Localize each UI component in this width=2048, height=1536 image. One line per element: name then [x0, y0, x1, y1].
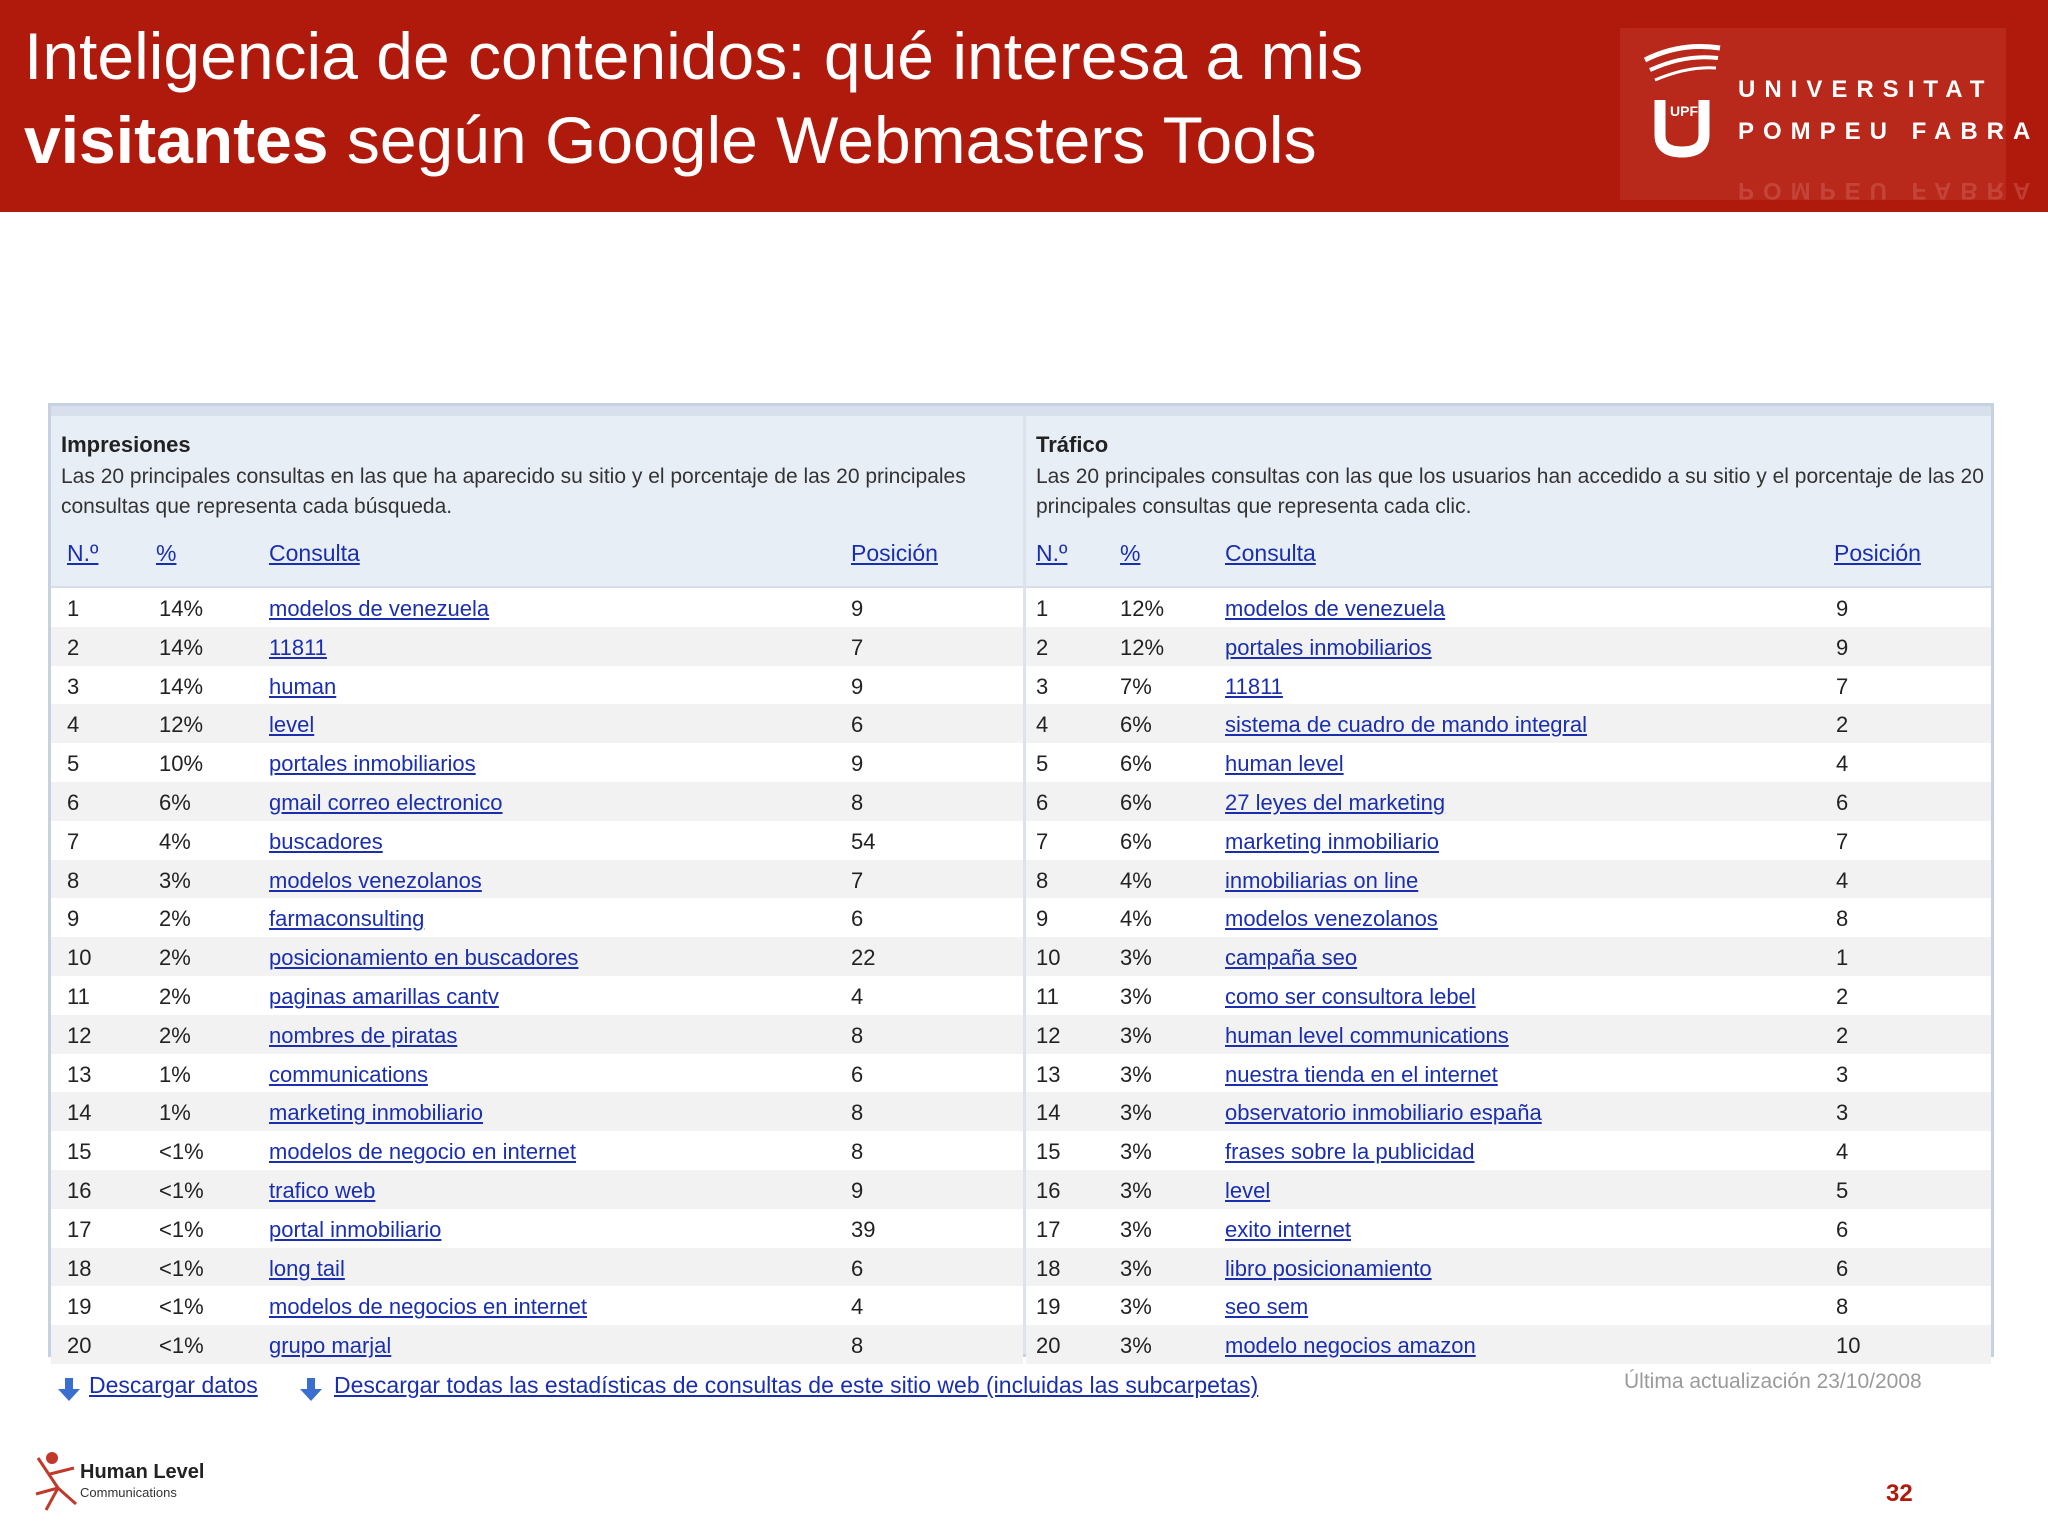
row-percent: 2%: [159, 983, 191, 1009]
row-number: 1: [67, 596, 80, 621]
row-number: 8: [1036, 867, 1049, 893]
download-data-link[interactable]: Descargar datos: [89, 1372, 258, 1398]
row-percent: 4%: [159, 828, 191, 854]
row-position: 2: [1836, 712, 1849, 738]
traffic-col-position[interactable]: Posición: [1834, 540, 1921, 566]
row-query-link[interactable]: seo sem: [1225, 1294, 1309, 1320]
row-number: 13: [1036, 1061, 1061, 1087]
row-position: 9: [851, 1177, 864, 1203]
row-position: 3: [1836, 1061, 1849, 1087]
row-position: 8: [851, 1333, 864, 1359]
impressions-header: [51, 416, 1023, 588]
table-row: [51, 704, 1023, 743]
row-percent: 12%: [159, 712, 204, 738]
row-number: 4: [1036, 712, 1049, 738]
row-number: 5: [1036, 751, 1049, 777]
row-position: 6: [851, 1255, 864, 1281]
table-row: [51, 1015, 1023, 1054]
row-query-link[interactable]: modelos venezolanos: [269, 867, 482, 893]
row-percent: 3%: [1120, 1100, 1152, 1126]
row-query-link[interactable]: campaña seo: [1225, 945, 1358, 971]
row-percent: 6%: [1120, 828, 1152, 854]
table-row: [1026, 821, 1991, 860]
row-number: 11: [67, 983, 90, 1009]
row-position: 6: [851, 712, 864, 738]
row-percent: <1%: [159, 1255, 204, 1281]
impressions-col-position[interactable]: Posición: [851, 540, 938, 566]
row-position: 9: [1836, 596, 1849, 621]
table-row: [1026, 666, 1991, 705]
row-position: 8: [851, 1139, 864, 1165]
title-line-1: Inteligencia de contenidos: qué interesa a mis: [24, 19, 1364, 93]
impressions-col-percent[interactable]: %: [156, 540, 177, 566]
row-number: 12: [67, 1022, 92, 1048]
row-query-link[interactable]: nombres de piratas: [269, 1022, 458, 1048]
row-query-link[interactable]: 11811: [269, 634, 327, 660]
row-position: 8: [1836, 906, 1849, 932]
row-query-link[interactable]: modelos de negocio en internet: [269, 1139, 576, 1165]
row-number: 20: [1036, 1333, 1061, 1359]
row-position: 3: [1836, 1100, 1849, 1126]
table-row: [51, 743, 1023, 782]
row-number: 14: [1036, 1100, 1061, 1126]
table-row: [51, 1131, 1023, 1170]
table-row: [51, 1092, 1023, 1131]
row-number: 8: [67, 867, 80, 893]
upf-emblem-letters: UPF: [1670, 103, 1698, 119]
row-percent: <1%: [159, 1216, 204, 1242]
row-number: 14: [67, 1100, 92, 1126]
table-row: [51, 898, 1023, 937]
row-number: 4: [67, 712, 80, 738]
row-query-link[interactable]: human level: [1225, 751, 1344, 777]
row-number: 10: [67, 945, 92, 971]
row-percent: 3%: [1120, 983, 1152, 1009]
row-position: 4: [1836, 1139, 1849, 1165]
table-row: [1026, 1092, 1991, 1131]
row-position: 54: [851, 828, 876, 854]
row-number: 6: [67, 789, 80, 815]
row-percent: 10%: [159, 751, 204, 777]
traffic-description: Las 20 principales consultas con las que los usuarios han accedido a su sitio y el porcentaje de las 20 principales consultas que representa cada clic.: [1036, 465, 1984, 518]
row-percent: 12%: [1120, 634, 1165, 660]
table-row: [1026, 898, 1991, 937]
row-percent: 2%: [159, 945, 191, 971]
row-percent: 3%: [1120, 1333, 1152, 1359]
table-row: [1026, 588, 1991, 627]
slide-title: [24, 14, 1584, 182]
logo-reflection: POMPEU FABRA: [1738, 177, 2040, 204]
row-position: 4: [1836, 751, 1849, 777]
row-number: 17: [1036, 1216, 1061, 1242]
impressions-section: [51, 416, 1026, 1359]
row-position: 9: [851, 673, 864, 699]
upf-emblem-icon: [1640, 40, 1730, 160]
table-row: [1026, 627, 1991, 666]
row-query-link[interactable]: marketing inmobiliario: [269, 1100, 483, 1126]
traffic-col-number[interactable]: N.º: [1036, 540, 1068, 566]
impressions-table-body: [51, 588, 1023, 1364]
row-position: 8: [851, 789, 864, 815]
human-level-logo-subtitle: Communications: [80, 1485, 177, 1500]
row-percent: 6%: [1120, 712, 1152, 738]
row-number: 13: [67, 1061, 92, 1087]
row-query-link[interactable]: portal inmobiliario: [269, 1216, 442, 1242]
table-row: [1026, 1248, 1991, 1287]
row-position: 9: [1836, 634, 1849, 660]
table-row: [1026, 1015, 1991, 1054]
row-number: 16: [1036, 1177, 1061, 1203]
download-arrow-icon[interactable]: [58, 1378, 80, 1402]
row-query-link[interactable]: 11811: [1225, 673, 1283, 699]
row-query-link[interactable]: inmobiliarias on line: [1225, 867, 1419, 893]
traffic-col-percent[interactable]: %: [1120, 540, 1141, 566]
row-number: 11: [1036, 983, 1059, 1009]
row-query-link[interactable]: human: [269, 673, 337, 699]
row-position: 7: [1836, 828, 1849, 854]
row-percent: 6%: [1120, 789, 1152, 815]
row-percent: 12%: [1120, 596, 1165, 621]
row-percent: 2%: [159, 906, 191, 932]
row-position: 8: [851, 1100, 864, 1126]
row-percent: 14%: [159, 634, 204, 660]
row-percent: 3%: [1120, 1061, 1152, 1087]
row-percent: 7%: [1120, 673, 1152, 699]
row-position: 6: [1836, 789, 1849, 815]
row-number: 10: [1036, 945, 1061, 971]
row-number: 19: [1036, 1294, 1061, 1320]
table-row: [1026, 704, 1991, 743]
row-query-link[interactable]: observatorio inmobiliario españa: [1225, 1100, 1542, 1126]
logo-line-universitat: UNIVERSITAT: [1738, 76, 1994, 103]
upf-logo: [1620, 28, 2040, 204]
row-percent: 4%: [1120, 906, 1152, 932]
row-position: 6: [851, 1061, 864, 1087]
row-number: 1: [1036, 596, 1049, 621]
table-row: [51, 1170, 1023, 1209]
row-position: 39: [851, 1216, 876, 1242]
traffic-header: [1026, 416, 1991, 588]
row-percent: 3%: [1120, 1255, 1152, 1281]
row-position: 7: [1836, 673, 1849, 699]
row-query-link[interactable]: paginas amarillas cantv: [269, 983, 499, 1009]
row-query-link[interactable]: sistema de cuadro de mando integral: [1225, 712, 1587, 738]
row-position: 2: [1836, 1022, 1849, 1048]
traffic-col-query[interactable]: Consulta: [1225, 540, 1316, 566]
table-row: [1026, 860, 1991, 899]
row-percent: <1%: [159, 1177, 204, 1203]
row-number: 19: [67, 1294, 92, 1320]
row-percent: 3%: [1120, 1022, 1152, 1048]
row-query-link[interactable]: posicionamiento en buscadores: [269, 945, 579, 971]
row-position: 5: [1836, 1177, 1849, 1203]
table-row: [1026, 1170, 1991, 1209]
row-position: 6: [851, 906, 864, 932]
table-row: [51, 782, 1023, 821]
row-percent: 3%: [1120, 1294, 1152, 1320]
row-percent: <1%: [159, 1333, 204, 1359]
row-position: 7: [851, 634, 864, 660]
row-query-link[interactable]: farmaconsulting: [269, 906, 425, 932]
row-query-link[interactable]: level: [1225, 1177, 1271, 1203]
logo-line-pompeu-fabra: POMPEU FABRA: [1738, 118, 2040, 145]
row-percent: 4%: [1120, 867, 1152, 893]
table-row: [51, 937, 1023, 976]
row-position: 6: [1836, 1255, 1849, 1281]
row-query-link[interactable]: libro posicionamiento: [1225, 1255, 1432, 1281]
row-number: 2: [1036, 634, 1049, 660]
row-position: 1: [1836, 945, 1849, 971]
row-query-link[interactable]: level: [269, 712, 315, 738]
row-position: 9: [851, 596, 864, 621]
row-query-link[interactable]: frases sobre la publicidad: [1225, 1139, 1475, 1165]
row-query-link[interactable]: long tail: [269, 1255, 345, 1281]
row-position: 9: [851, 751, 864, 777]
row-query-link[interactable]: exito internet: [1225, 1216, 1351, 1242]
row-position: 6: [1836, 1216, 1849, 1242]
row-percent: <1%: [159, 1139, 204, 1165]
row-query-link[interactable]: grupo marjal: [269, 1333, 392, 1359]
row-number: 9: [1036, 906, 1049, 932]
row-query-link[interactable]: portales inmobiliarios: [269, 751, 476, 777]
row-query-link[interactable]: modelos de negocios en internet: [269, 1294, 587, 1320]
impressions-description: Las 20 principales consultas en las que ha aparecido su sitio y el porcentaje de las 20 principales consultas que representa cada búsqueda.: [61, 465, 966, 518]
traffic-title: Tráfico: [1036, 432, 1109, 457]
row-query-link[interactable]: modelos de venezuela: [269, 596, 490, 621]
table-row: [51, 666, 1023, 705]
table-row: [1026, 1054, 1991, 1093]
impressions-title: Impresiones: [61, 432, 191, 457]
row-percent: 3%: [1120, 945, 1152, 971]
row-query-link[interactable]: communications: [269, 1061, 428, 1087]
row-query-link[interactable]: como ser consultora lebel: [1225, 983, 1476, 1009]
panel-top-bar: [51, 406, 1991, 416]
page-number: 32: [1886, 1480, 1913, 1507]
row-percent: 6%: [159, 789, 191, 815]
slide-header: [0, 0, 2048, 212]
table-row: [51, 1325, 1023, 1364]
table-row: [1026, 937, 1991, 976]
table-row: [51, 588, 1023, 627]
row-query-link[interactable]: human level communications: [1225, 1022, 1509, 1048]
row-number: 12: [1036, 1022, 1061, 1048]
table-row: [51, 1248, 1023, 1287]
row-percent: <1%: [159, 1294, 204, 1320]
traffic-table-body: [1026, 588, 1991, 1364]
row-query-link[interactable]: portales inmobiliarios: [1225, 634, 1432, 660]
table-row: [51, 860, 1023, 899]
row-query-link[interactable]: buscadores: [269, 828, 383, 854]
table-row: [51, 1209, 1023, 1248]
row-percent: 3%: [1120, 1177, 1152, 1203]
row-percent: 3%: [1120, 1139, 1152, 1165]
row-position: 22: [851, 945, 876, 971]
row-number: 3: [67, 673, 80, 699]
table-row: [1026, 976, 1991, 1015]
row-query-link[interactable]: gmail correo electronico: [269, 789, 503, 815]
table-row: [1026, 1209, 1991, 1248]
row-number: 2: [67, 634, 80, 660]
row-position: 10: [1836, 1333, 1861, 1359]
row-number: 3: [1036, 673, 1049, 699]
row-position: 4: [851, 983, 864, 1009]
row-number: 9: [67, 906, 80, 932]
row-number: 16: [67, 1177, 92, 1203]
row-position: 4: [851, 1294, 864, 1320]
row-number: 7: [67, 828, 80, 854]
queries-panel: [48, 403, 1994, 1357]
row-percent: 2%: [159, 1022, 191, 1048]
table-row: [1026, 1131, 1991, 1170]
row-number: 18: [67, 1255, 92, 1281]
row-query-link[interactable]: modelos de venezuela: [1225, 596, 1446, 621]
download-all-stats-link[interactable]: Descargar todas las estadísticas de consultas de este sitio web (incluidas las subcarpetas): [334, 1372, 1259, 1398]
row-number: 20: [67, 1333, 92, 1359]
impressions-col-number[interactable]: N.º: [67, 540, 99, 566]
title-line-2-rest: según Google Webmasters Tools: [328, 103, 1317, 177]
impressions-col-query[interactable]: Consulta: [269, 540, 360, 566]
row-number: 15: [67, 1139, 92, 1165]
row-query-link[interactable]: trafico web: [269, 1177, 376, 1203]
row-query-link[interactable]: 27 leyes del marketing: [1225, 789, 1446, 815]
row-percent: 3%: [159, 867, 191, 893]
table-row: [51, 821, 1023, 860]
row-percent: 14%: [159, 596, 204, 621]
last-updated-text: Última actualización 23/10/2008: [1624, 1370, 1922, 1393]
download-all-arrow-icon[interactable]: [300, 1378, 322, 1402]
table-row: [51, 1054, 1023, 1093]
traffic-section: [1026, 416, 1991, 1359]
row-position: 8: [851, 1022, 864, 1048]
row-percent: 3%: [1120, 1216, 1152, 1242]
row-number: 15: [1036, 1139, 1061, 1165]
row-position: 8: [1836, 1294, 1849, 1320]
row-percent: 1%: [159, 1061, 191, 1087]
row-number: 17: [67, 1216, 92, 1242]
row-number: 6: [1036, 789, 1049, 815]
row-position: 2: [1836, 983, 1849, 1009]
row-percent: 14%: [159, 673, 204, 699]
row-number: 18: [1036, 1255, 1061, 1281]
row-percent: 6%: [1120, 751, 1152, 777]
row-query-link[interactable]: nuestra tienda en el internet: [1225, 1061, 1498, 1087]
table-row: [1026, 743, 1991, 782]
human-level-logo-name: Human Level: [80, 1461, 205, 1483]
row-percent: 1%: [159, 1100, 191, 1126]
table-row: [51, 976, 1023, 1015]
row-query-link[interactable]: modelo negocios amazon: [1225, 1333, 1476, 1359]
row-number: 5: [67, 751, 80, 777]
table-row: [51, 1286, 1023, 1325]
table-row: [1026, 1325, 1991, 1364]
row-query-link[interactable]: modelos venezolanos: [1225, 906, 1438, 932]
row-query-link[interactable]: marketing inmobiliario: [1225, 828, 1439, 854]
table-row: [1026, 782, 1991, 821]
table-row: [1026, 1286, 1991, 1325]
row-position: 7: [851, 867, 864, 893]
row-position: 4: [1836, 867, 1849, 893]
table-row: [51, 627, 1023, 666]
row-number: 7: [1036, 828, 1049, 854]
title-bold-word: visitantes: [24, 103, 329, 177]
